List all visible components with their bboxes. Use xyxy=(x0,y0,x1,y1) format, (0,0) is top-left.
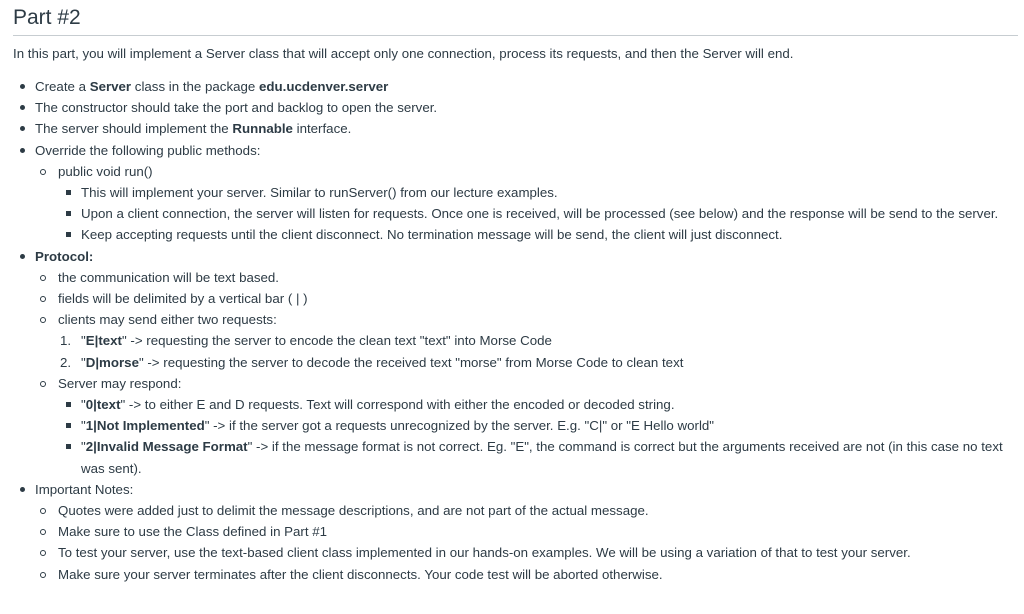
text-fragment: " -> if the message format is not correct. Eg. "E", the command is correct but the arguments received are not (in this case no text was sent). xyxy=(81,439,1003,476)
list-item xyxy=(58,394,1016,415)
sub-list xyxy=(35,267,1016,479)
message-format: E|text xyxy=(85,333,122,349)
text-fragment: class in the package xyxy=(131,79,259,94)
sub-list xyxy=(35,161,1016,246)
text-fragment: Override the following public methods: xyxy=(35,142,261,158)
method-signature: public void run() xyxy=(58,163,153,179)
list-item xyxy=(13,76,1016,97)
list-item xyxy=(35,373,1016,479)
text-fragment: " -> if the server got a requests unrecognized by the server. E.g. "C|" or "E Hello world" xyxy=(204,418,715,434)
list-item: Upon a client connection, the server will listen for requests. Once one is received, will be processed (see below) and the response will be send to the server. xyxy=(58,203,1016,224)
text-fragment: clients may send either two requests: xyxy=(58,312,277,328)
text-fragment: interface. xyxy=(292,121,352,137)
text-fragment: " xyxy=(81,439,86,455)
list-item xyxy=(13,140,1016,246)
interface-name: Runnable xyxy=(232,121,293,137)
list-item: Make sure your server terminates after the client disconnects. Your code test will be aborted otherwise. xyxy=(35,564,1016,585)
list-item: Make sure to use the Class defined in Part #1 xyxy=(35,521,1016,542)
package-name: edu.ucdenver.server xyxy=(258,79,389,94)
sub-list xyxy=(58,394,1016,479)
page-title: Part #2 xyxy=(13,6,81,29)
text-fragment: Server may respond: xyxy=(58,375,182,391)
text-fragment: Create a xyxy=(35,79,90,94)
sub-list xyxy=(58,182,1016,246)
title-divider xyxy=(13,35,1018,36)
text-fragment: " xyxy=(81,333,86,349)
class-name: Server xyxy=(89,79,132,94)
text-fragment: " xyxy=(81,354,86,370)
list-item xyxy=(58,415,1016,436)
list-item xyxy=(13,246,1016,479)
sub-list xyxy=(35,500,1016,585)
list-item xyxy=(58,436,1016,478)
numbered-list xyxy=(58,330,1016,372)
list-item: the communication will be text based. xyxy=(35,267,1016,288)
list-item: Quotes were added just to delimit the message descriptions, and are not part of the actual message. xyxy=(35,500,1016,521)
message-format: 1|Not Implemented xyxy=(85,418,205,434)
text-fragment: " xyxy=(81,418,86,434)
text-fragment: " -> requesting the server to decode the received text "morse" from Morse Code to clean text xyxy=(138,354,684,370)
list-item xyxy=(58,330,1016,351)
list-item: fields will be delimited by a vertical bar ( | ) xyxy=(35,288,1016,309)
intro-paragraph: In this part, you will implement a Server class that will accept only one connection, process its requests, and then the Server will end. xyxy=(13,46,794,61)
list-item: Keep accepting requests until the client disconnect. No termination message will be send, the client will just disconnect. xyxy=(58,224,1016,245)
text-fragment: " -> requesting the server to encode the clean text "text" into Morse Code xyxy=(121,333,552,349)
list-item xyxy=(13,118,1016,139)
list-item xyxy=(58,352,1016,373)
list-item xyxy=(35,309,1016,373)
message-format: 0|text xyxy=(85,397,121,413)
text-fragment: The server should implement the xyxy=(35,121,233,137)
list-number: 1. xyxy=(60,333,72,349)
list-item xyxy=(13,479,1016,585)
list-number: 2. xyxy=(60,354,72,370)
section-label: Protocol: xyxy=(35,248,94,264)
list-item xyxy=(35,161,1016,246)
list-item: This will implement your server. Similar to runServer() from our lecture examples. xyxy=(58,182,1016,203)
message-format: 2|Invalid Message Format xyxy=(85,439,248,455)
list-item: The constructor should take the port and backlog to open the server. xyxy=(13,97,1016,118)
requirements-list xyxy=(13,76,1016,585)
list-item: To test your server, use the text-based client class implemented in our hands-on examples. We will be using a variation of that to test your server. xyxy=(35,542,1016,563)
text-fragment: " -> to either E and D requests. Text will correspond with either the encoded or decoded string. xyxy=(120,397,675,413)
text-fragment: " xyxy=(81,397,86,413)
message-format: D|morse xyxy=(85,354,139,370)
text-fragment: Important Notes: xyxy=(35,481,134,497)
